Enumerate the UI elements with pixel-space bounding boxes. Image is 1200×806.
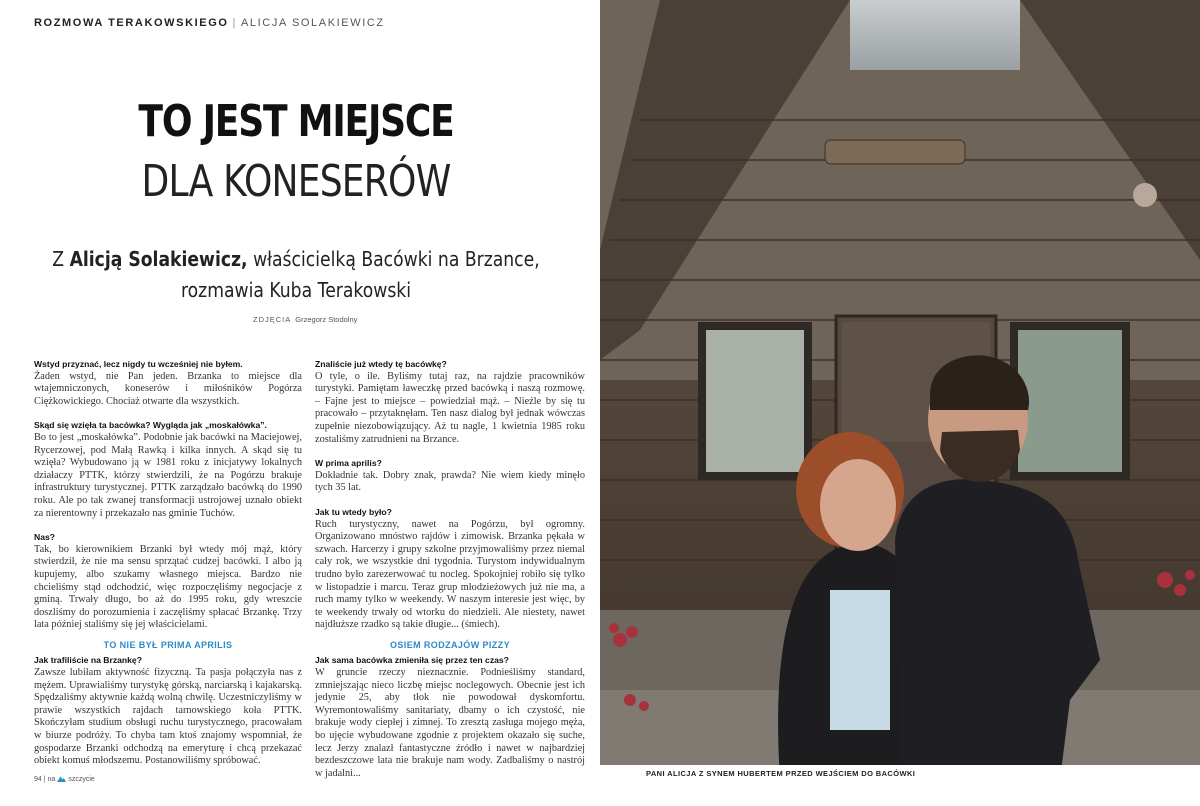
answer: Żaden wstyd, nie Pan jeden. Brzanka to miejsce dla wtajemniczonych, koneserów i miłośników Pogórza Ciężkowickiego. Chociaż otwarte dla wszystkich. bbox=[34, 370, 302, 407]
question: Jak sama bacówka zmieniła się przez ten czas? bbox=[315, 655, 509, 666]
photo-illustration bbox=[600, 0, 1200, 765]
qa-block bbox=[34, 419, 302, 520]
question: W prima aprilis? bbox=[315, 458, 382, 469]
qa-block bbox=[315, 506, 585, 632]
answer: Dokładnie tak. Dobry znak, prawda? Nie wiem kiedy minęło tych 35 lat. bbox=[315, 469, 585, 494]
question: Jak tu wtedy było? bbox=[315, 506, 392, 517]
series-title: ROZMOWA TERAKOWSKIEGO bbox=[34, 17, 229, 29]
running-header bbox=[34, 17, 385, 29]
headline-line-2: DLA KONESERÓW bbox=[141, 156, 451, 207]
photo-caption: PANI ALICJA Z SYNEM HUBERTEM PRZED WEJŚCIEM DO BACÓWKI bbox=[646, 769, 916, 778]
section-heading: TO NIE BYŁ PRIMA APRILIS bbox=[103, 639, 233, 650]
standfirst-line-2: rozmawia Kuba Terakowski bbox=[180, 278, 412, 302]
text-column-2 bbox=[315, 358, 585, 791]
qa-block bbox=[315, 358, 585, 446]
qa-block bbox=[34, 654, 302, 767]
answer: Tak, bo kierownikiem Brzanki był wtedy mój mąż, który stwierdził, że nie ma sensu sprzątać cudzej bacówki. I albo ją kupujemy, albo szukamy własnego miejsca. Bardzo nie chcieliśmy stąd odchodzić, więc rozpoczęliśmy negocjacje z gminą. Trwały długo, bo aż do 1995 roku, gdy wreszcie doszliśmy do porozumienia i zaczęliśmy spłacać Brzankę. Trzy lata później staliśmy się jej właścicielami. bbox=[34, 543, 302, 631]
brand-prefix: na bbox=[47, 776, 56, 783]
qa-block bbox=[34, 531, 302, 632]
question: Wstyd przyznać, lecz nigdy tu wcześniej nie byłem. bbox=[34, 359, 243, 369]
answer: Bo to jest „moskałówka”. Podobnie jak bacówki na Maciejowej, Rycerzowej, pod Małą Rawką i kilka innych. A skąd się tu wzięła? Wybudowano ją w 1981 roku z inicjatywy lokalnych działaczy PTTK, którzy stwierdzili, że na Pogórzu brakuje infrastruktury turystycznej. PTTK zarządzało bacówką do 1990 roku. Ale po tak zwanej transformacji ustrojowej uznało obiekt za nierentowny i przekazało nas gminie Tuchów. bbox=[34, 431, 302, 519]
answer: O tyle, o ile. Byliśmy tutaj raz, na rajdzie pracowników turystyki. Pamiętam ławeczkę przed bacówką i naszą rozmowę. – Fajne jest to miejsce – powiedział mąż. – Nieźle by się tu pracowało – przytaknęłam. Ten nasz dialog był jednak wówczas zupełnie niezobowiązujący. Aż tu nagle, 1 kwietnia 1985 roku zostaliśmy zatrudnieni na Brzance. bbox=[315, 370, 585, 445]
interviewee-name: ALICJA SOLAKIEWICZ bbox=[241, 17, 385, 29]
photo-credit-label: ZDJĘCIA bbox=[253, 315, 292, 324]
standfirst-name: Alicją Solakiewicz, bbox=[69, 247, 248, 271]
right-page bbox=[600, 0, 1200, 806]
photo-credit-author: Grzegorz Stodolny bbox=[295, 315, 358, 324]
answer: Ruch turystyczny, nawet na Pogórzu, był ogromny. Organizowano mnóstwo rajdów i zimowisk. Brzanka pękała w szwach. Harcerzy i grupy szkolne przyjmowaliśmy przez niemal cały rok, we wszystkie dni tygodnia. Turystom indywidualnym trudno było zarezerwować tu nocleg. Spokojniej robiło się tylko w listopadzie i marcu. Teraz grup młodzieżowych już nie ma, a ruch mamy tylko w weekendy. W naszym interesie jest więc, by te weekendy trwały od wtorku do niedzieli. Ale niestety, nawet najdłuższe rzadko są takie długie... (śmiech). bbox=[315, 518, 585, 631]
header-separator: | bbox=[232, 17, 237, 29]
answer: Zawsze lubiłam aktywność fizyczną. Ta pasja połączyła nas z mężem. Uprawialiśmy turystykę górską, narciarską i kajakarską. Spędzaliśmy aktywnie każdą wolną chwilę. Uczestniczyliśmy w prawie wszystkich rajdach tarnowskiego koła PTTK. Skończyłam studium obsługi ruchu turystycznego, pracowałam w biurze podróży. To chyba tam ktoś znajomy wspomniał, że gospodarze Brzanki odchodzą na emeryturę i chcą przekazać obiekt komuś młodszemu. Postanowiliśmy spróbować. bbox=[34, 667, 302, 767]
brand-name: szczycie bbox=[68, 776, 95, 783]
headline-line-1: TO JEST MIEJSCE bbox=[138, 96, 454, 147]
qa-block bbox=[315, 457, 585, 495]
footer-separator: | bbox=[43, 776, 46, 783]
question: Jak trafiliście na Brzankę? bbox=[34, 655, 142, 666]
question: Skąd się wzięła ta bacówka? Wygląda jak „moskałówka”. bbox=[34, 420, 267, 431]
photo-credit bbox=[253, 315, 357, 324]
mountain-logo-icon bbox=[57, 776, 66, 782]
page-number: 94 bbox=[34, 776, 42, 783]
qa-block bbox=[315, 654, 585, 780]
section-heading: OSIEM RODZAJÓW PIZZY bbox=[389, 639, 510, 650]
question: Znaliście już wtedy tę bacówkę? bbox=[315, 359, 447, 369]
cover-photo bbox=[600, 0, 1200, 765]
standfirst-line-1: właścicielką Bacówki na Brzance, bbox=[247, 247, 540, 271]
standfirst-prefix: Z bbox=[52, 247, 70, 271]
answer: W gruncie rzeczy nieznacznie. Podnieśliśmy standard, zmniejszając nieco liczbę miejsc noclegowych. Obecnie jest ich jedynie 25, aby tłok nie powodował dyskomfortu. Wyremontowaliśmy sanitariaty, dbamy o ich czystość, nie brakuje wody ciepłej i zimnej. To zresztą zasługa mojego męża, bo ujęcie wybudowane zgodnie z projektem okazało się suche, lecz Jerzy znalazł fantastyczne źródło i nawet w najbardziej bezdeszczowe lata nie brakuje nam wody. Zadbaliśmy o nastrój w jadalni... bbox=[315, 667, 585, 779]
standfirst bbox=[41, 244, 550, 306]
text-column-1 bbox=[34, 358, 302, 779]
page-footer bbox=[34, 776, 95, 783]
question: Nas? bbox=[34, 532, 56, 543]
qa-block bbox=[34, 358, 302, 408]
